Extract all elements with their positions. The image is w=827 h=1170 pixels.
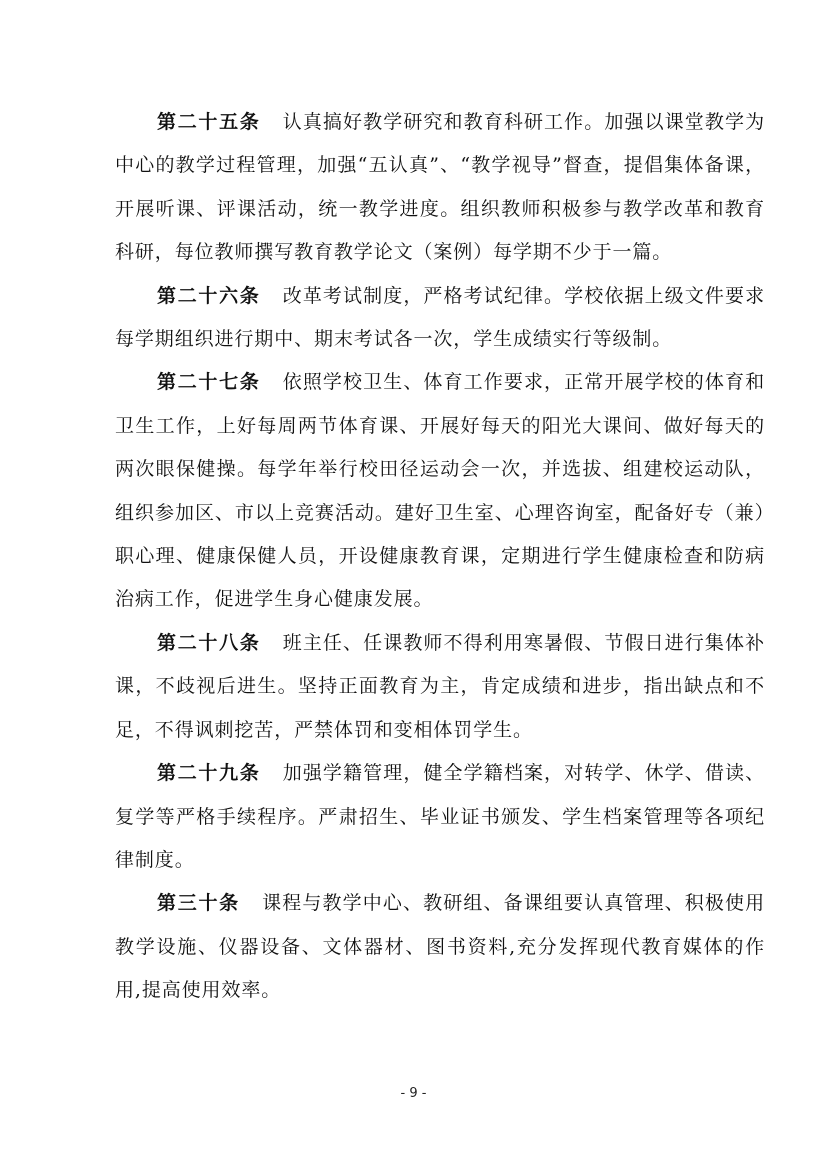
- article-body: 课程与教学中心、教研组、备课组要认真管理、积极使用教学设施、仪器设备、文体器材、图书资料,充分发挥现代教育媒体的作用,提高使用效率。: [115, 892, 765, 1002]
- article-body: 依照学校卫生、体育工作要求，正常开展学校的体育和卫生工作，上好每周两节体育课、开展好每天的阳光大课间、做好每天的两次眼保健操。每学年举行校田径运动会一次，并选拔、组建校运动队，组织参加区、市以上竞赛活动。建好卫生室、心理咨询室，配备好专（兼）职心理、健康保健人员，开设健康教育课，定期进行学生健康检查和防病治病工作，促进学生身心健康发展。: [115, 371, 765, 611]
- article-27: [115, 361, 765, 621]
- article-body: 认真搞好教学研究和教育科研工作。加强以课堂教学为中心的教学过程管理，加强“五认真”、“教学视导”督查，提倡集体备课，开展听课、评课活动，统一教学进度。组织教师积极参与教学改革和教育科研，每位教师撰写教育教学论文（案例）每学期不少于一篇。: [115, 111, 765, 264]
- article-28: [115, 622, 765, 752]
- page-number: - 9 -: [400, 1086, 427, 1101]
- article-26: [115, 275, 765, 362]
- article-body: 改革考试制度，严格考试纪律。学校依据上级文件要求每学期组织进行期中、期末考试各一次，学生成绩实行等级制。: [115, 284, 765, 351]
- article-title: 第二十七条: [157, 371, 261, 394]
- article-30: [115, 882, 765, 1012]
- article-title: 第二十五条: [157, 111, 261, 133]
- article-body: 班主任、任课教师不得利用寒暑假、节假日进行集体补课，不歧视后进生。坚持正面教育为主，肯定成绩和进步，指出缺点和不足，不得讽刺挖苦，严禁体罚和变相体罚学生。: [115, 631, 765, 741]
- article-25: [115, 101, 765, 275]
- article-body: 加强学籍管理，健全学籍档案，对转学、休学、借读、复学等严格手续程序。严肃招生、毕业证书颁发、学生档案管理等各项纪律制度。: [115, 762, 765, 871]
- document-body: [115, 101, 765, 1013]
- article-title: 第二十九条: [157, 762, 261, 785]
- article-title: 第二十六条: [157, 284, 261, 307]
- article-title: 第三十条: [157, 892, 240, 915]
- article-title: 第二十八条: [157, 631, 261, 654]
- article-29: [115, 752, 765, 882]
